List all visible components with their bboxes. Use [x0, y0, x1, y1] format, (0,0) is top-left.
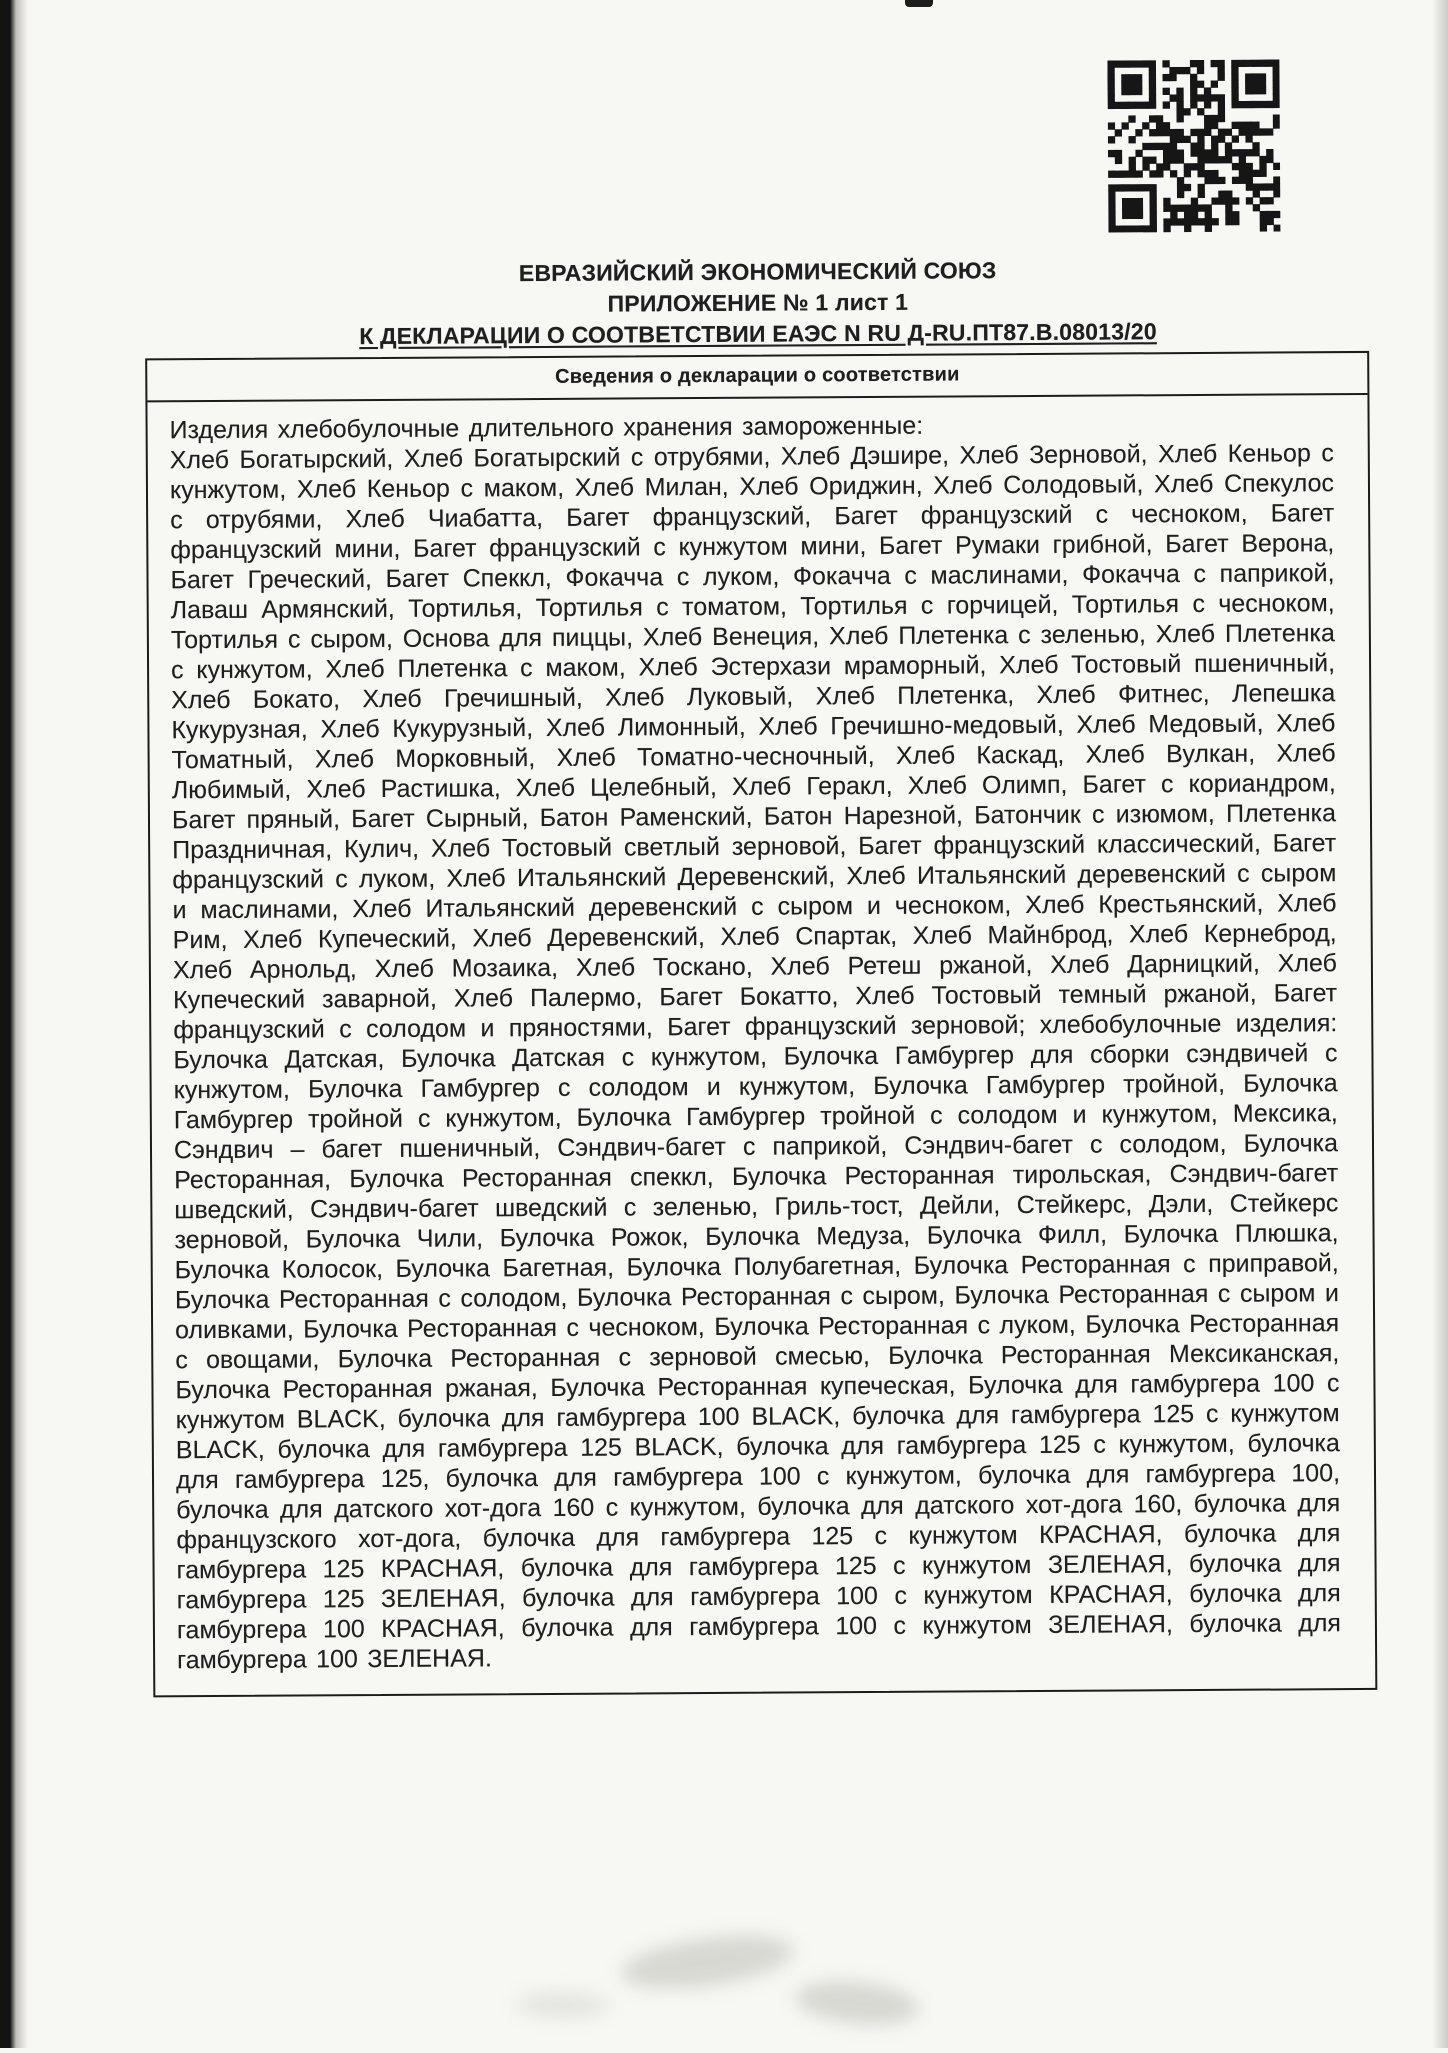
product-list-text: Хлеб Богатырский, Хлеб Богатырский с отрубями, Хлеб Дэшире, Хлеб Зерновой, Хлеб Кеньор с кунжутом, Хлеб Кеньор с маком, Хлеб Милан, Хлеб Ориджин, Хлеб Солодовый, Хлеб Спекулос с отрубями, Хлеб Чиабатта, Багет французский, Багет французский с чесноком, Багет французский мини, Багет французский с кунжутом мини, Багет Румаки грибной, Багет Верона, Багет Греческий, Багет Спеккл, Фокачча с луком, Фокачча с маслинами, Фокачча с паприкой, Лаваш Армянский, Тортилья, Тортилья с томатом, Тортилья с горчицей, Тортилья с чесноком, Тортилья с сыром, Основа для пиццы, Хлеб Венеция, Хлеб Плетенка с зеленью, Хлеб Плетенка с кунжутом, Хлеб Плетенка с маком, Хлеб Эстерхази мраморный, Хлеб Тостовый пшеничный, Хлеб Бокато, Хлеб Гречишный, Хлеб Луковый, Хлеб Плетенка, Хлеб Фитнес, Лепешка Кукурузная, Хлеб Кукурузный, Хлеб Лимонный, Хлеб Гречишно-медовый, Хлеб Медовый, Хлеб Томатный, Хлеб Морковный, Хлеб Томатно-чесночный, Хлеб Каскад, Хлеб Вулкан, Хлеб Любимый, Хлеб Растишка, Хлеб Целебный, Хлеб Геракл, Хлеб Олимп, Багет с кориандром, Багет пряный, Багет Сырный, Батон Раменский, Батон Нарезной, Батончик с изюмом, Плетенка Праздничная, Кулич, Хлеб Тостовый светлый зерновой, Багет французский классический, Багет французский с луком, Хлеб Итальянский Деревенский, Хлеб Итальянский деревенский с сыром и маслинами, Хлеб Итальянский деревенский с сыром и чесноком, Хлеб Крестьянский, Хлеб Рим, Хлеб Купеческий, Хлеб Деревенский, Хлеб Спартак, Хлеб Майнброд, Хлеб Кернеброд, Хлеб Арнольд, Хлеб Мозаика, Хлеб Тоскано, Хлеб Ретеш ржаной, Хлеб Дарницкий, Хлеб Купеческий заварной, Хлеб Палермо, Багет Бокатто, Хлеб Тостовый темный ржаной, Багет французский с солодом и пряностями, Багет французский зерновой; хлебобулочные изделия: Булочка Датская, Булочка Датская с кунжутом, Булочка Гамбургер для сборки сэндвичей с кунжутом, Булочка Гамбургер с солодом и кунжутом, Булочка Гамбургер тройной, Булочка Гамбургер тройной с кунжутом, Булочка Гамбургер тройной с солодом и кунжутом, Мексика, Сэндвич – багет пшеничный, Сэндвич-багет с паприкой, Сэндвич-багет с солодом, Булочка Ресторанная, Булочка Ресторанная спеккл, Булочка Ресторанная тирольская, Сэндвич-багет шведский, Сэндвич-багет шведский с зеленью, Гриль-тост, Дейли, Стейкерс, Дэли, Стейкерс зерновой, Булочка Чили, Булочка Рожок, Булочка Медуза, Булочка Филл, Булочка Плюшка, Булочка Колосок, Булочка Багетная, Булочка Полубагетная, Булочка Ресторанная с приправой, Булочка Ресторанная с солодом, Булочка Ресторанная с сыром, Булочка Ресторанная с сыром и оливками, Булочка Ресторанная с чесноком, Булочка Ресторанная с луком, Булочка Ресторанная с овощами, Булочка Ресторанная с зерновой смесью, Булочка Ресторанная Мексиканская, Булочка Ресторанная ржаная, Булочка Ресторанная купеческая, Булочка для гамбургера 100 с кунжутом BLACK, булочка для гамбургера 100 BLACK, булочка для гамбургера 125 с кунжутом BLACK, булочка для гамбургера 125 BLACK, булочка для гамбургера 125 с кунжутом, булочка для гамбургера 125, булочка для гамбургера 100 с кунжутом, булочка для гамбургера 100, булочка для датского хот-дога 160 с кунжутом, булочка для датского хот-дога 160, булочка для французского хот-дога, булочка для гамбургера 125 с кунжутом КРАСНАЯ, булочка для гамбургера 125 КРАСНАЯ, булочка для гамбургера 125 с кунжутом ЗЕЛЕНАЯ, булочка для гамбургера 125 ЗЕЛЕНАЯ, булочка для гамбургера 100 с кунжутом КРАСНАЯ, булочка для гамбургера 100 КРАСНАЯ, булочка для гамбургера 100 с кунжутом ЗЕЛЕНАЯ, булочка для гамбургера 100 ЗЕЛЕНАЯ.	[169, 439, 1342, 1675]
scan-artifact-top-mark	[905, 0, 933, 7]
scan-artifact-left-edge	[0, 0, 28, 2048]
product-list-intro: Изделия хлебобулочные длительного хранения замороженные:	[169, 411, 924, 445]
scan-artifact-right-edge	[1432, 0, 1448, 2048]
document-header	[147, 253, 1370, 353]
scan-artifact-smudge	[515, 1992, 610, 2018]
table-body	[147, 395, 1375, 1695]
table-title: Сведения о декларации о соответствии	[147, 353, 1367, 402]
qr-code	[1107, 59, 1280, 232]
header-line-declaration-number: К ДЕКЛАРАЦИИ О СООТВЕТСТВИИ ЕАЭС N RU Д-RU.ПТ87.В.08013/20	[359, 318, 1157, 350]
qr-code-icon	[1107, 59, 1280, 232]
header-line-union: ЕВРАЗИЙСКИЙ ЭКОНОМИЧЕСКИЙ СОЮЗ	[518, 257, 997, 287]
header-line-appendix: ПРИЛОЖЕНИЕ № 1 лист 1	[607, 288, 909, 317]
declaration-info-table	[145, 351, 1377, 1697]
